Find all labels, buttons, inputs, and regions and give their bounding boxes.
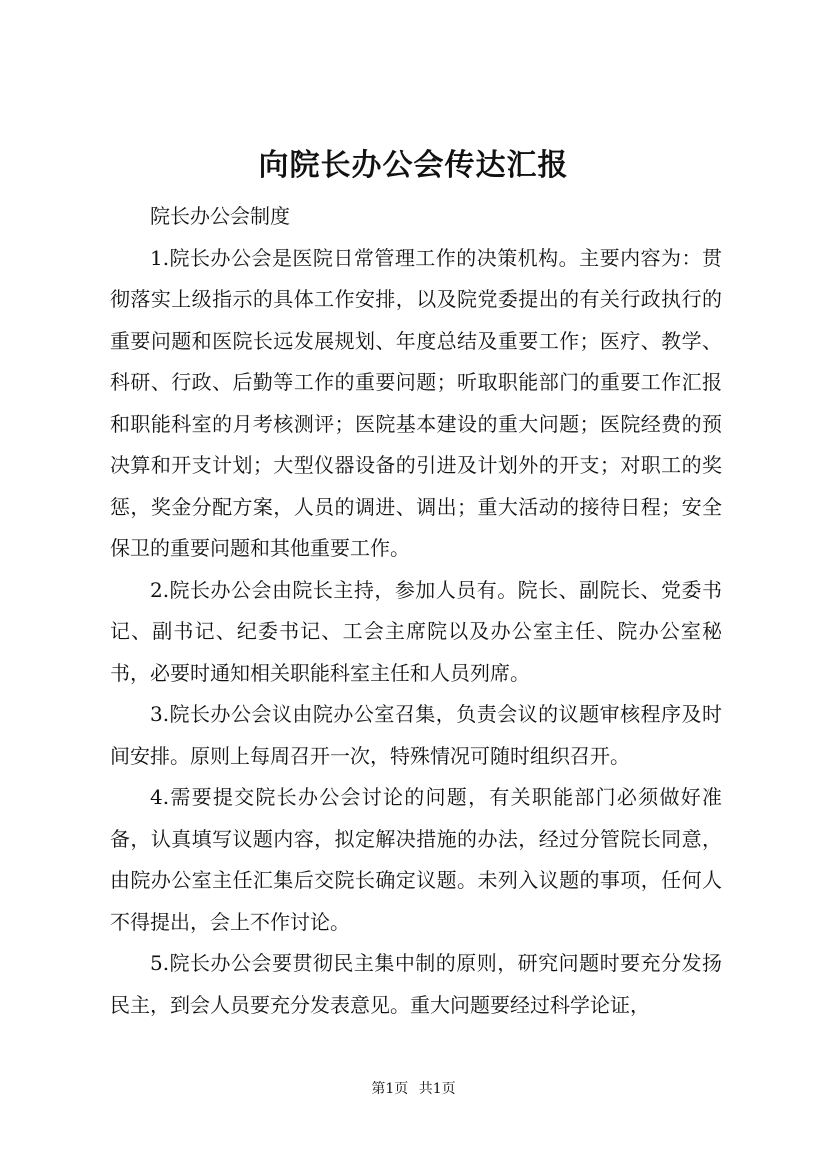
page-footer bbox=[0, 1079, 827, 1099]
paragraph-item-4: 4.需要提交院长办公会讨论的问题，有关职能部门必须做好准备，认真填写议题内容，拟定解决措施的办法，经过分管院长同意，由院办公室主任汇集后交院长确定议题。未列入议题的事项，任何人不得提出，会上不作讨论。 bbox=[110, 785, 722, 934]
paragraph-item-1: 1.院长办公会是医院日常管理工作的决策机构。主要内容为：贯彻落实上级指示的具体工作安排，以及院党委提出的有关行政执行的重要问题和医院长远发展规划、年度总结及重要工作；医疗、教学、科研、行政、后勤等工作的重要问题；听取职能部门的重要工作汇报和职能科室的月考核测评；医院基本建设的重大问题；医院经费的预决算和开支计划；大型仪器设备的引进及计划外的开支；对职工的奖惩，奖金分配方案，人员的调进、调出；重大活动的接待日程；安全保卫的重要问题和其他重要工作。 bbox=[110, 245, 722, 560]
paragraph-item-3: 3.院长办公会议由院办公室召集，负责会议的议题审核程序及时间安排。原则上每周召开一次，特殊情况可随时组织召开。 bbox=[110, 702, 722, 768]
paragraph-heading: 院长办公会制度 bbox=[150, 204, 290, 228]
document-title: 向院长办公会传达汇报 bbox=[258, 148, 569, 183]
paragraph-item-5: 5.院长办公会要贯彻民主集中制的原则，研究问题时要充分发扬民主，到会人员要充分发表意见。重大问题要经过科学论证， bbox=[110, 951, 722, 1017]
document-body bbox=[110, 196, 722, 1026]
page-number-total: 共1页 bbox=[418, 1081, 456, 1097]
page-number-current: 第1页 bbox=[371, 1081, 409, 1097]
paragraph-item-2: 2.院长办公会由院长主持，参加人员有。院长、副院长、党委书记、副书记、纪委书记、工会主席院以及办公室主任、院办公室秘书，必要时通知相关职能科室主任和人员列席。 bbox=[110, 577, 722, 685]
